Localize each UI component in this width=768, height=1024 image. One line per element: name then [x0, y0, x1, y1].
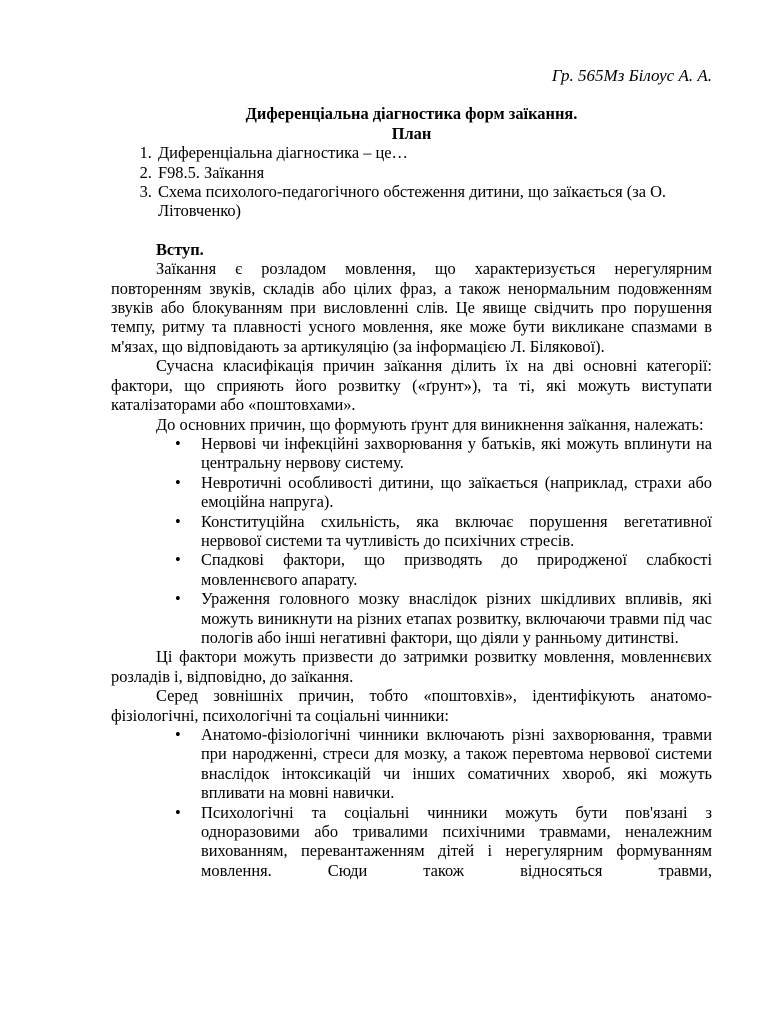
bullet-item: • Спадкові фактори, що призводять до природженої слабкості мовленнєвого апарату. [201, 550, 712, 589]
plan-list [111, 143, 712, 221]
document-title: Диференціальна діагностика форм заїкання. [245, 104, 578, 124]
bullet-list-external [111, 725, 712, 880]
plan-title: План [391, 123, 432, 143]
bullet-item: • Ураження головного мозку внаслідок різних шкідливих впливів, які можуть виникнути на різних етапах розвитку, включаючи травми під час пологів або інші негативні фактори, що діяли у ранньому дитинстві. [201, 589, 712, 647]
bullet-list-causes [111, 434, 712, 647]
bullet-item: • Невротичні особливості дитини, що заїкається (наприклад, страхи або емоційна напруга). [201, 473, 712, 512]
document-page [111, 66, 712, 880]
paragraph: Серед зовнішніх причин, тобто «поштовхів», ідентифікують анатомо-фізіологічні, психологічні та соціальні чинники: [111, 686, 712, 725]
plan-item: 2. F98.5. Заїкання [156, 163, 712, 182]
bullet-item: • Психологічні та соціальні чинники можуть бути пов'язані з одноразовими або тривалими психічними травмами, неналежним вихованням, перевантаженням дітей і нерегулярним формуванням мовлення. Сюди також відносяться травми, [201, 803, 712, 881]
bullet-item: • Анатомо-фізіологічні чинники включають різні захворювання, травми при народженні, стреси для мозку, а також перевтома нервової системи внаслідок інтоксикацій чи інших соматичних хвороб, які можуть впливати на мовні навички. [201, 725, 712, 803]
author-line: Гр. 565Мз Білоус А. А. [551, 66, 712, 85]
intro-heading: Вступ. [156, 239, 204, 259]
paragraph: До основних причин, що формують ґрунт для виникнення заїкання, належать: [156, 414, 704, 434]
bullet-item: • Конституційна схильність, яка включає порушення вегетативної нервової системи та чутливість до психічних стресів. [201, 512, 712, 551]
plan-item: 1. Диференціальна діагностика – це… [156, 143, 712, 162]
paragraph: Заїкання є розладом мовлення, що характеризується нерегулярним повторенням звуків, складів або цілих фраз, а також ненормальним подовженням звуків або блокуванням при висловленні слів. Це явище свідчить про порушення темпу, ритму та плавності усного мовлення, яке може бути викликане спазмами в м'язах, що відповідають за артикуляцію (за інформацією Л. Білякової). [111, 259, 712, 356]
paragraph: Сучасна класифікація причин заїкання ділить їх на дві основні категорії: фактори, що сприяють його розвитку («ґрунт»), та ті, які можуть виступати каталізаторами або «поштовхами». [111, 356, 712, 415]
paragraph: Ці фактори можуть призвести до затримки розвитку мовлення, мовленнєвих розладів і, відповідно, до заїкання. [111, 647, 712, 686]
bullet-item: • Нервові чи інфекційні захворювання у батьків, які можуть вплинути на центральну нервову систему. [201, 434, 712, 473]
plan-item: 3. Схема психолого-педагогічного обстеження дитини, що заїкається (за О. Літовченко) [156, 182, 712, 221]
